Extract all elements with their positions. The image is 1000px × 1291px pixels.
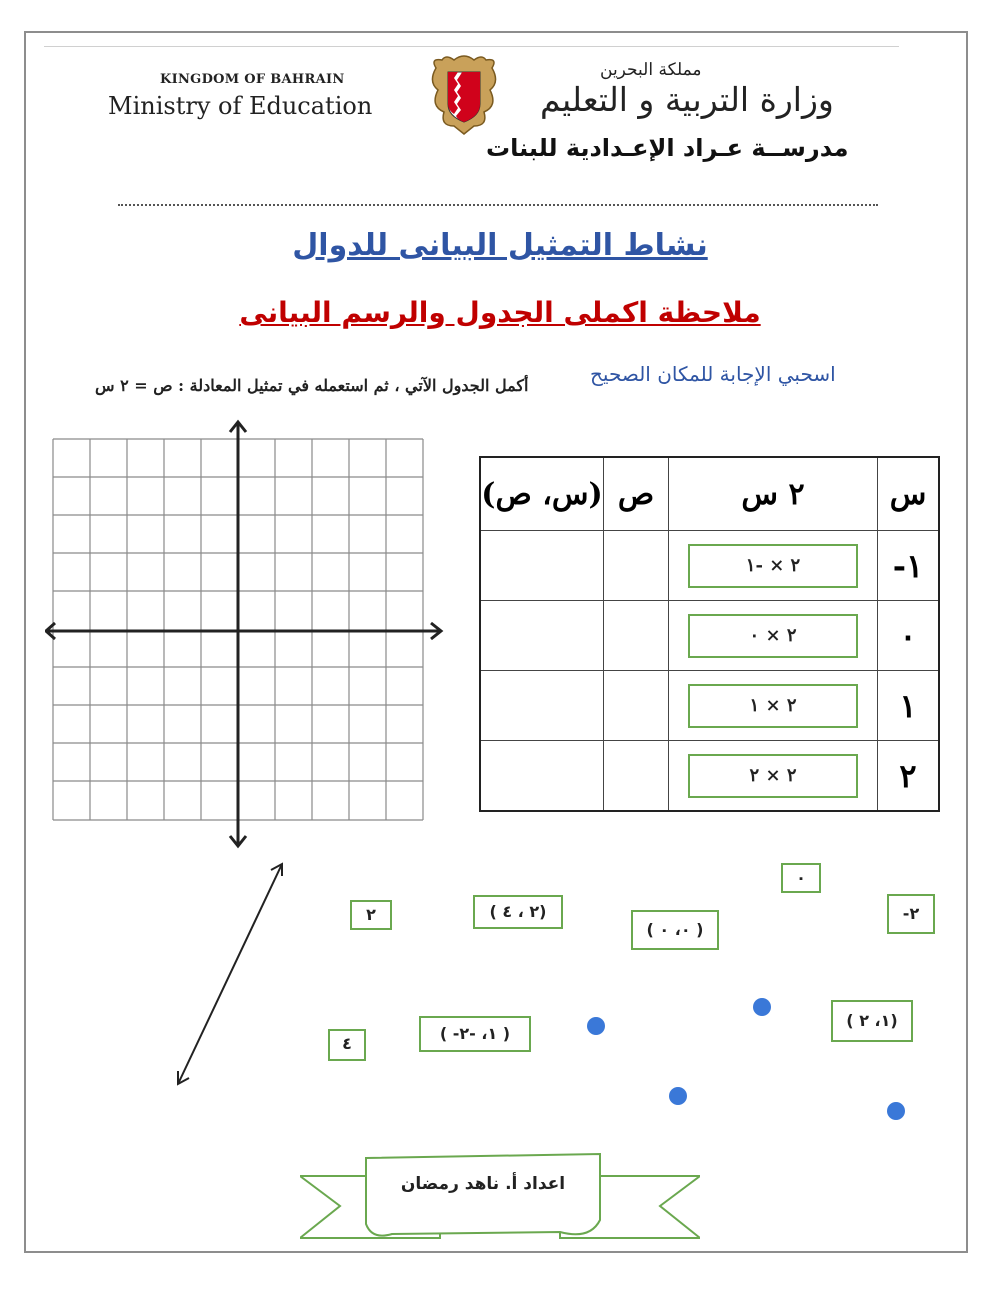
drag-instruction: اسحبي الإجابة للمكان الصحيح bbox=[590, 362, 836, 386]
complete-instruction: أكمل الجدول الآتي ، ثم استعمله في تمثيل المعادلة : ص = ٢ س bbox=[95, 376, 529, 395]
answer-tile[interactable]: ٠ bbox=[781, 863, 821, 893]
y-drop-cell[interactable] bbox=[604, 531, 669, 601]
draggable-point[interactable] bbox=[753, 998, 771, 1016]
ministry-label-ar: وزارة التربية و التعليم bbox=[540, 80, 834, 119]
school-name: مدرســة عـراد الإعـدادية للبنات bbox=[486, 134, 849, 162]
draggable-point[interactable] bbox=[587, 1017, 605, 1035]
page-title: نشاط التمثيل البيانى للدوال bbox=[292, 228, 708, 263]
expr-cell bbox=[669, 531, 878, 601]
x-value: -١ bbox=[878, 531, 940, 601]
pair-drop-cell[interactable] bbox=[480, 601, 604, 671]
y-drop-cell[interactable] bbox=[604, 671, 669, 741]
answer-tile[interactable]: ٤ bbox=[328, 1029, 366, 1061]
y-drop-cell[interactable] bbox=[604, 601, 669, 671]
dotted-divider bbox=[118, 204, 878, 206]
expr-cell bbox=[669, 601, 878, 671]
x-value: ٠ bbox=[878, 601, 940, 671]
expr-cell bbox=[669, 671, 878, 741]
header-y: ص bbox=[604, 457, 669, 531]
pair-drop-cell[interactable] bbox=[480, 531, 604, 601]
expr-box: ٢ × ٠ bbox=[688, 614, 858, 658]
credit-text: اعداد أ. ناهد رمضان bbox=[400, 1174, 566, 1194]
bahrain-emblem-icon bbox=[428, 54, 500, 136]
draggable-point[interactable] bbox=[887, 1102, 905, 1120]
draggable-point[interactable] bbox=[669, 1087, 687, 1105]
answer-tile[interactable]: ( ٢ ، ٤) bbox=[473, 895, 563, 929]
pair-drop-cell[interactable] bbox=[480, 671, 604, 741]
expr-cell bbox=[669, 741, 878, 812]
answer-tile[interactable]: ( -١، -٢ ) bbox=[419, 1016, 531, 1052]
x-value: ٢ bbox=[878, 741, 940, 812]
x-value: ١ bbox=[878, 671, 940, 741]
kingdom-label-ar: مملكة البحرين bbox=[600, 60, 702, 80]
answer-tile[interactable]: ٢ bbox=[350, 900, 392, 930]
expr-box: ٢ × -١ bbox=[688, 544, 858, 588]
expr-box: ٢ × ١ bbox=[688, 684, 858, 728]
header-ordered-pair: (س، ص) bbox=[480, 457, 604, 531]
header-x: س bbox=[878, 457, 940, 531]
values-table bbox=[479, 456, 940, 812]
note-title: ملاحظة اكملى الجدول والرسم البيانى bbox=[239, 296, 761, 329]
expr-box: ٢ × ٢ bbox=[688, 754, 858, 798]
draggable-line[interactable] bbox=[170, 858, 290, 1090]
credit-banner bbox=[300, 1148, 700, 1252]
answer-tile[interactable]: ( ٠، ٠ ) bbox=[631, 910, 719, 950]
answer-tile[interactable]: ( ١، ٢) bbox=[831, 1000, 913, 1042]
top-divider bbox=[44, 46, 899, 47]
pair-drop-cell[interactable] bbox=[480, 741, 604, 812]
kingdom-label-en: KINGDOM OF BAHRAIN bbox=[160, 72, 345, 87]
coordinate-grid[interactable] bbox=[45, 418, 450, 850]
ministry-label-en: Ministry of Education bbox=[108, 92, 373, 120]
header-2x: ٢ س bbox=[669, 457, 878, 531]
answer-tile[interactable]: -٢ bbox=[887, 894, 935, 934]
y-drop-cell[interactable] bbox=[604, 741, 669, 812]
